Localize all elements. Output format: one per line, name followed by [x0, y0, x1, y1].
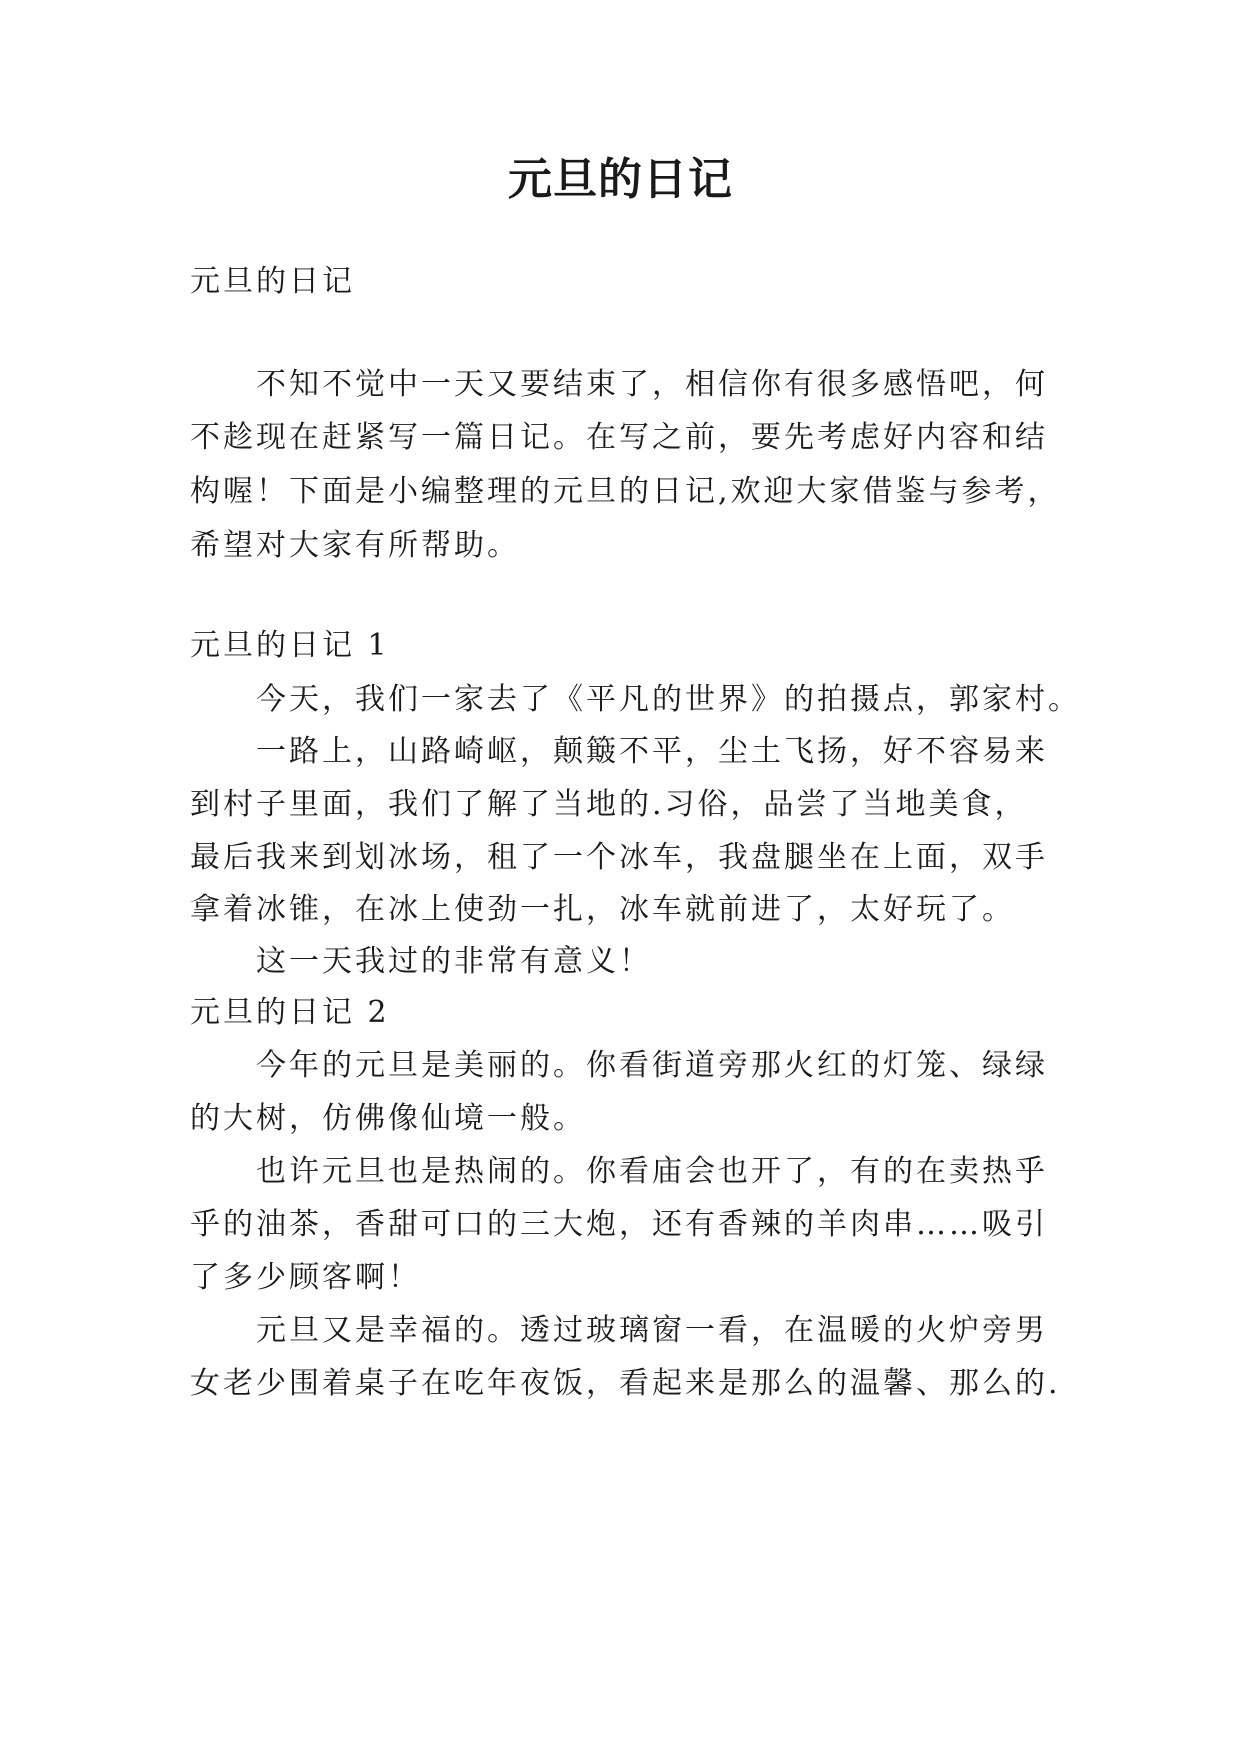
- section-heading: 元旦的日记 2: [190, 995, 390, 1030]
- paragraph-line: 今天，我们一家去了《平凡的世界》的拍摄点，郭家村。: [256, 682, 1081, 717]
- paragraph-line: 的大树，仿佛像仙境一般。: [190, 1101, 586, 1136]
- intro-line: 不知不觉中一天又要结束了，相信你有很多感悟吧，何: [256, 367, 1048, 402]
- intro-line: 希望对大家有所帮助。: [190, 528, 520, 563]
- paragraph-line: 了多少顾客啊！: [190, 1260, 421, 1295]
- paragraph-line: 也许元旦也是热闹的。你看庙会也开了，有的在卖热乎: [256, 1154, 1048, 1189]
- paragraph-line: 女老少围着桌子在吃年夜饭，看起来是那么的温馨、那么的.: [190, 1366, 1061, 1401]
- paragraph-line: 拿着冰锥，在冰上使劲一扎，冰车就前进了，太好玩了。: [190, 892, 1015, 927]
- paragraph-line: 乎的油茶，香甜可口的三大炮，还有香辣的羊肉串……吸引: [190, 1207, 1048, 1242]
- document-title: 元旦的日记: [508, 154, 733, 205]
- paragraph-line: 元旦又是幸福的。透过玻璃窗一看，在温暖的火炉旁男: [256, 1313, 1048, 1348]
- paragraph-line: 一路上，山路崎岖，颠簸不平，尘土飞扬，好不容易来: [256, 734, 1048, 769]
- paragraph-line: 到村子里面，我们了解了当地的.习俗，品尝了当地美食，: [190, 787, 1028, 822]
- intro-line: 构喔！下面是小编整理的元旦的日记,欢迎大家借鉴与参考，: [190, 474, 1061, 509]
- section-heading: 元旦的日记 1: [190, 628, 390, 663]
- intro-line: 不趁现在赶紧写一篇日记。在写之前，要先考虑好内容和结: [190, 420, 1048, 455]
- paragraph-line: 今年的元旦是美丽的。你看街道旁那火红的灯笼、绿绿: [256, 1048, 1048, 1083]
- paragraph-line: 这一天我过的非常有意义！: [256, 944, 652, 979]
- subtitle: 元旦的日记: [190, 264, 355, 299]
- paragraph-line: 最后我来到划冰场，租了一个冰车，我盘腿坐在上面，双手: [190, 840, 1048, 875]
